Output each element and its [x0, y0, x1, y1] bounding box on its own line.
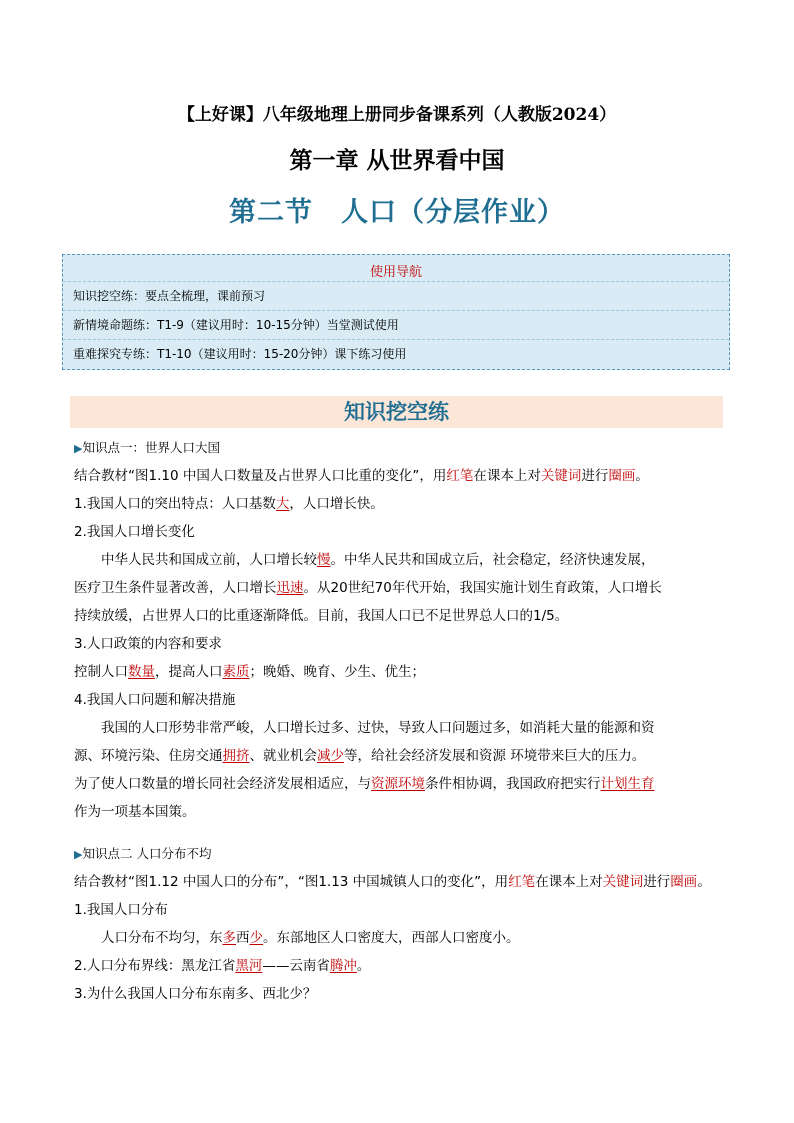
nav-title: 使用导航 [369, 265, 422, 280]
paragraph-line: 医疗卫生条件显著改善，人口增长迅速。从20世纪70年代开始，我国实施计划生育政策，人口增长 [74, 580, 662, 596]
kp2-title: 知识点二 人口分布不均 [82, 846, 212, 861]
answer-blank: 资源环境 [371, 776, 425, 792]
answer-blank: 拥挤 [222, 748, 250, 764]
section-title: 第二节 人口（分层作业） [229, 197, 565, 228]
triangle-right-icon: ▶ [74, 442, 83, 455]
paragraph-line: 人口分布不均匀，东多西少。东部地区人口密度大，西部人口密度小。 [101, 930, 520, 946]
usage-navigation-box [62, 254, 730, 370]
knowledge-point-2 [74, 840, 734, 1008]
kp1-q2: 2.我国人口增长变化 [74, 524, 195, 540]
kp1-title: 知识点一：世界人口大国 [82, 440, 220, 455]
paragraph-line: 作为一项基本国策。 [74, 804, 196, 820]
answer-blank: 黑河 [235, 958, 263, 974]
kp2-q3: 3.为什么我国人口分布东南多、西北少？ [74, 986, 317, 1002]
paragraph-line: 我国的人口形势非常严峻，人口增长过多、过快，导致人口问题过多，如消耗大量的能源和资 [101, 720, 655, 736]
kp2-heading [74, 840, 734, 868]
paragraph-line: 中华人民共和国成立前，人口增长较慢。中华人民共和国成立后，社会稳定，经济快速发展， [101, 552, 655, 568]
kp1-instruction: 结合教材“图1.10 中国人口数量及占世界人口比重的变化”，用红笔在课本上对关键词进行圈画。 [74, 468, 649, 484]
kp1-q1: 1.我国人口的突出特点：人口基数大，人口增长快。 [74, 496, 384, 512]
answer-blank: 减少 [317, 748, 344, 764]
answer-blank: 多 [222, 930, 236, 946]
paragraph-line: 控制人口数量，提高人口素质；晚婚、晚育、少生、优生； [74, 664, 425, 680]
kp1-q4: 4.我国人口问题和解决措施 [74, 692, 236, 708]
series-title: 【上好课】八年级地理上册同步备课系列（人教版2024） [177, 105, 617, 125]
kp1-q3: 3.人口政策的内容和要求 [74, 636, 222, 652]
answer-blank: 腾冲 [329, 958, 357, 974]
section-band-title: 知识挖空练 [70, 396, 723, 428]
nav-row: 新情境命题练：T1-9（建议用时：10-15分钟）当堂测试使用 [63, 310, 729, 339]
kp2-instruction: 结合教材“图1.12 中国人口的分布”，“图1.13 中国城镇人口的变化”，用红笔在课本上对关键词进行圈画。 [74, 874, 711, 890]
answer-blank: 慢 [317, 552, 331, 568]
kp2-q1: 1.我国人口分布 [74, 902, 168, 918]
answer-blank: 少 [249, 930, 263, 946]
chapter-title: 第一章 从世界看中国 [289, 148, 505, 174]
paragraph-line: 源、环境污染、住房交通拥挤、就业机会减少等，给社会经济发展和资源 环境带来巨大的压力。 [74, 748, 646, 764]
answer-blank: 数量 [128, 664, 155, 680]
triangle-right-icon: ▶ [74, 848, 83, 861]
paragraph-line: 持续放缓，占世界人口的比重逐渐降低。目前，我国人口已不足世界总人口的1/5。 [74, 608, 569, 624]
knowledge-point-1 [74, 434, 734, 826]
nav-row: 知识挖空练：要点全梳理，课前预习 [63, 281, 729, 310]
nav-row: 重难探究专练：T1-10（建议用时：15-20分钟）课下练习使用 [63, 339, 729, 368]
kp2-q2: 2.人口分布界线：黑龙江省黑河——云南省腾冲。 [74, 958, 371, 974]
answer-blank: 迅速 [276, 580, 304, 596]
answer-blank: 计划生育 [600, 776, 655, 792]
kp1-heading [74, 434, 734, 462]
answer-blank: 大 [275, 496, 290, 512]
answer-blank: 素质 [222, 664, 250, 680]
paragraph-line: 为了使人口数量的增长同社会经济发展相适应，与资源环境条件相协调，我国政府把实行计划生育 [74, 776, 655, 792]
